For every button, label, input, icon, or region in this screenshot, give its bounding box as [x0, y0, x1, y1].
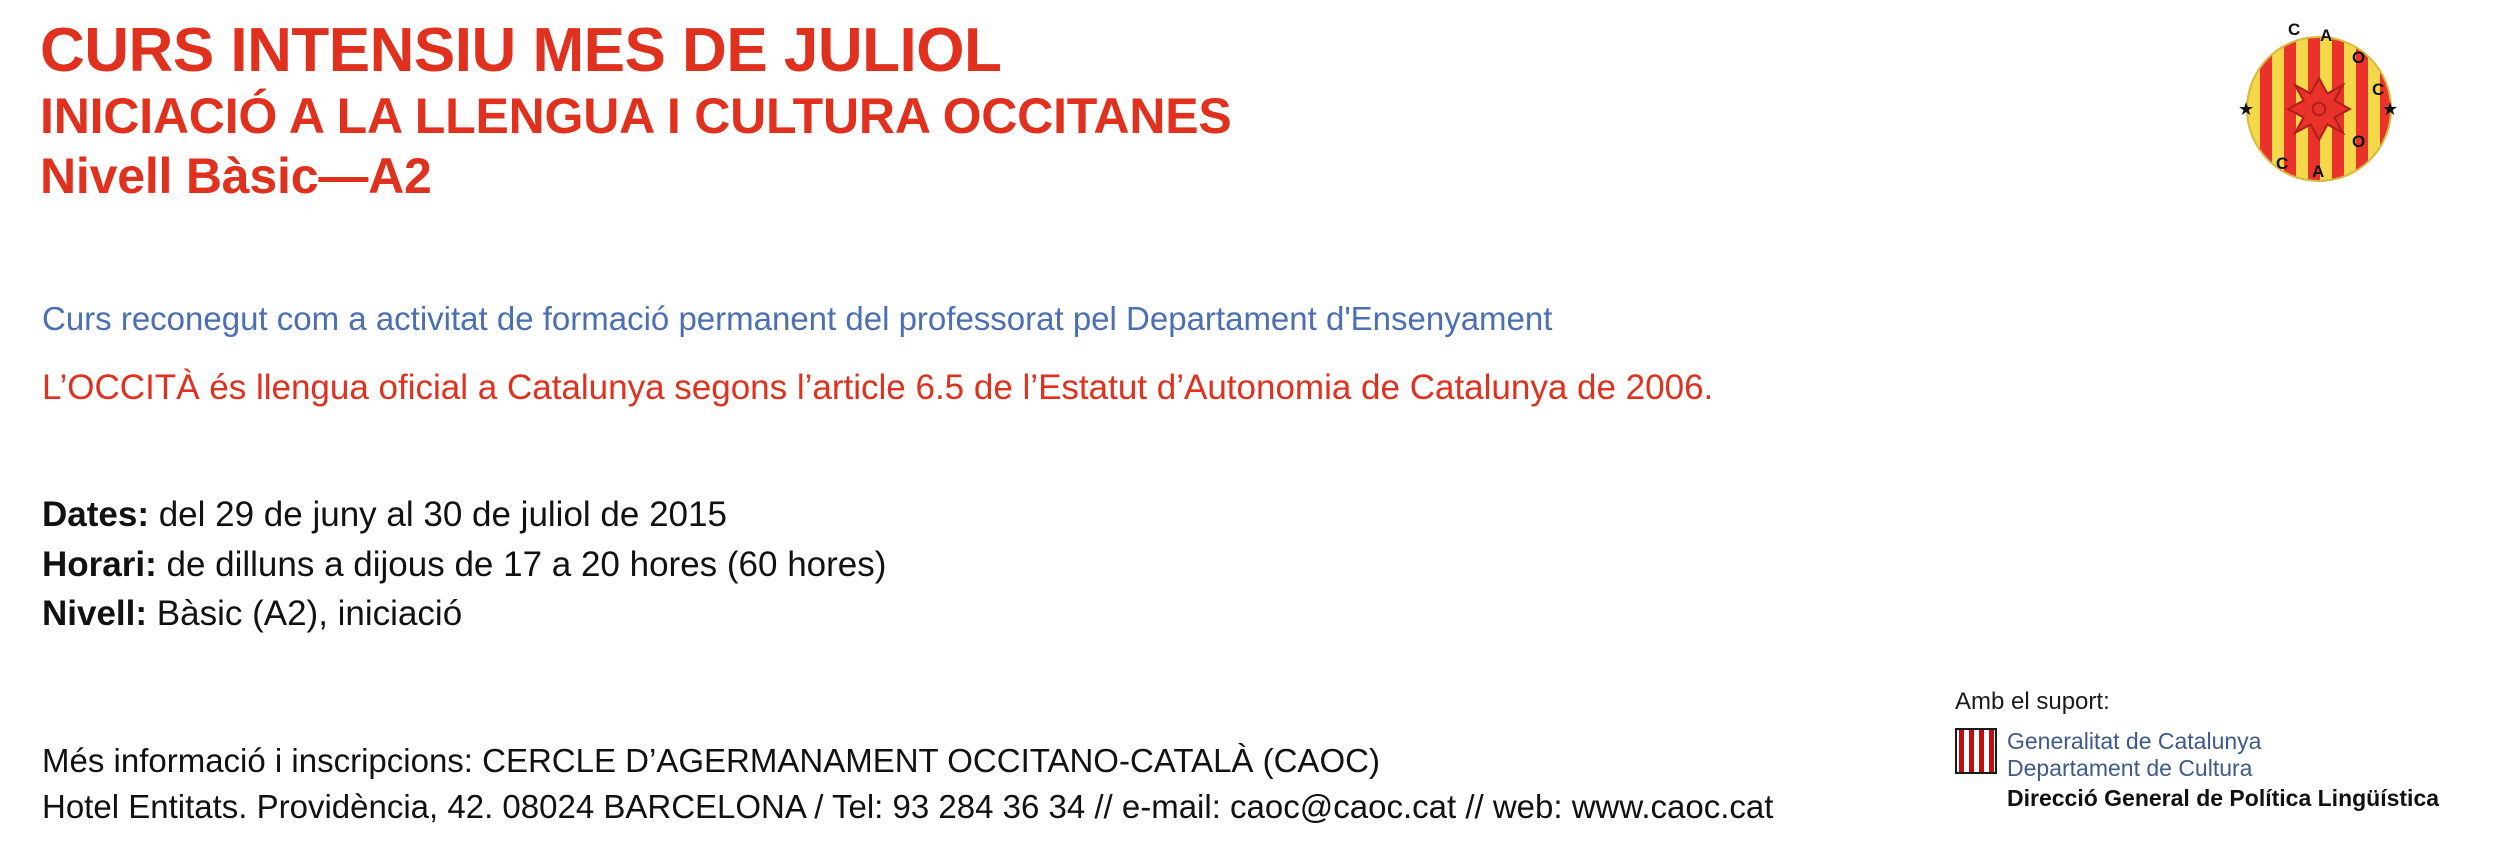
generalitat-mark-icon: [1955, 728, 1997, 774]
caoc-disc-icon: [2246, 36, 2392, 182]
detail-row-nivell: [42, 589, 886, 639]
occitan-cross-icon: [2284, 74, 2354, 144]
page-title: CURS INTENSIU MES DE JULIOL: [40, 16, 1002, 85]
detail-row-dates: [42, 490, 886, 540]
caoc-star-right-icon: ★: [2382, 99, 2399, 119]
contact-footer: [42, 738, 1773, 829]
detail-label-horari: Horari:: [42, 544, 157, 584]
detail-row-horari: [42, 540, 886, 590]
caoc-letter-1: C: [2288, 20, 2301, 39]
caoc-letter-7: C: [2276, 154, 2289, 173]
generalitat-logo: [1955, 728, 2475, 812]
course-details: [42, 490, 886, 639]
caoc-letter-5: O: [2352, 132, 2366, 151]
support-label: Amb el suport:: [1955, 688, 2110, 715]
generalitat-line-1: Generalitat de Catalunya: [2007, 728, 2262, 754]
detail-value-nivell: Bàsic (A2), iniciació: [156, 594, 463, 634]
caoc-star-left-icon: ★: [2238, 99, 2255, 119]
official-language-note: L’OCCITÀ és llengua oficial a Catalunya segons l’article 6.5 de l’Estatut d’Autonomia de Catalunya de 2006.: [42, 368, 1714, 407]
support-block: [1955, 688, 2475, 812]
detail-value-horari: de dilluns a dijous de 17 a 20 hores (60 hores): [166, 544, 887, 584]
detail-label-nivell: Nivell:: [42, 594, 148, 634]
caoc-logo: [2232, 22, 2402, 192]
generalitat-line-2: Departament de Cultura: [2007, 755, 2253, 782]
caoc-letter-2: A: [2320, 26, 2333, 45]
detail-value-dates: del 29 de juny al 30 de juliol de 2015: [158, 495, 727, 534]
recognition-note: Curs reconegut com a activitat de formació permanent del professorat pel Departament d'Ensenyament: [42, 300, 1553, 337]
caoc-letter-4: C: [2372, 80, 2385, 99]
page-subtitle: INICIACIÓ A LA LLENGUA I CULTURA OCCITANES: [40, 87, 1232, 144]
detail-label-dates: Dates:: [42, 495, 149, 534]
generalitat-text: [2007, 728, 2439, 812]
caoc-letter-3: O: [2352, 48, 2366, 67]
heading-block: [40, 18, 2160, 204]
generalitat-department: Direcció General de Política Lingüística: [2007, 785, 2440, 812]
caoc-letter-6: A: [2312, 162, 2325, 181]
contact-line-2: Hotel Entitats. Providència, 42. 08024 BARCELONA / Tel: 93 284 36 34 // e-mail: caoc@caoc.cat // web: www.caoc.cat: [42, 787, 1774, 825]
course-level-heading: Nivell Bàsic—A2: [40, 147, 432, 204]
contact-line-1: Més informació i inscripcions: CERCLE D’AGERMANAMENT OCCITANO-CATALÀ (CAOC): [42, 742, 1380, 779]
